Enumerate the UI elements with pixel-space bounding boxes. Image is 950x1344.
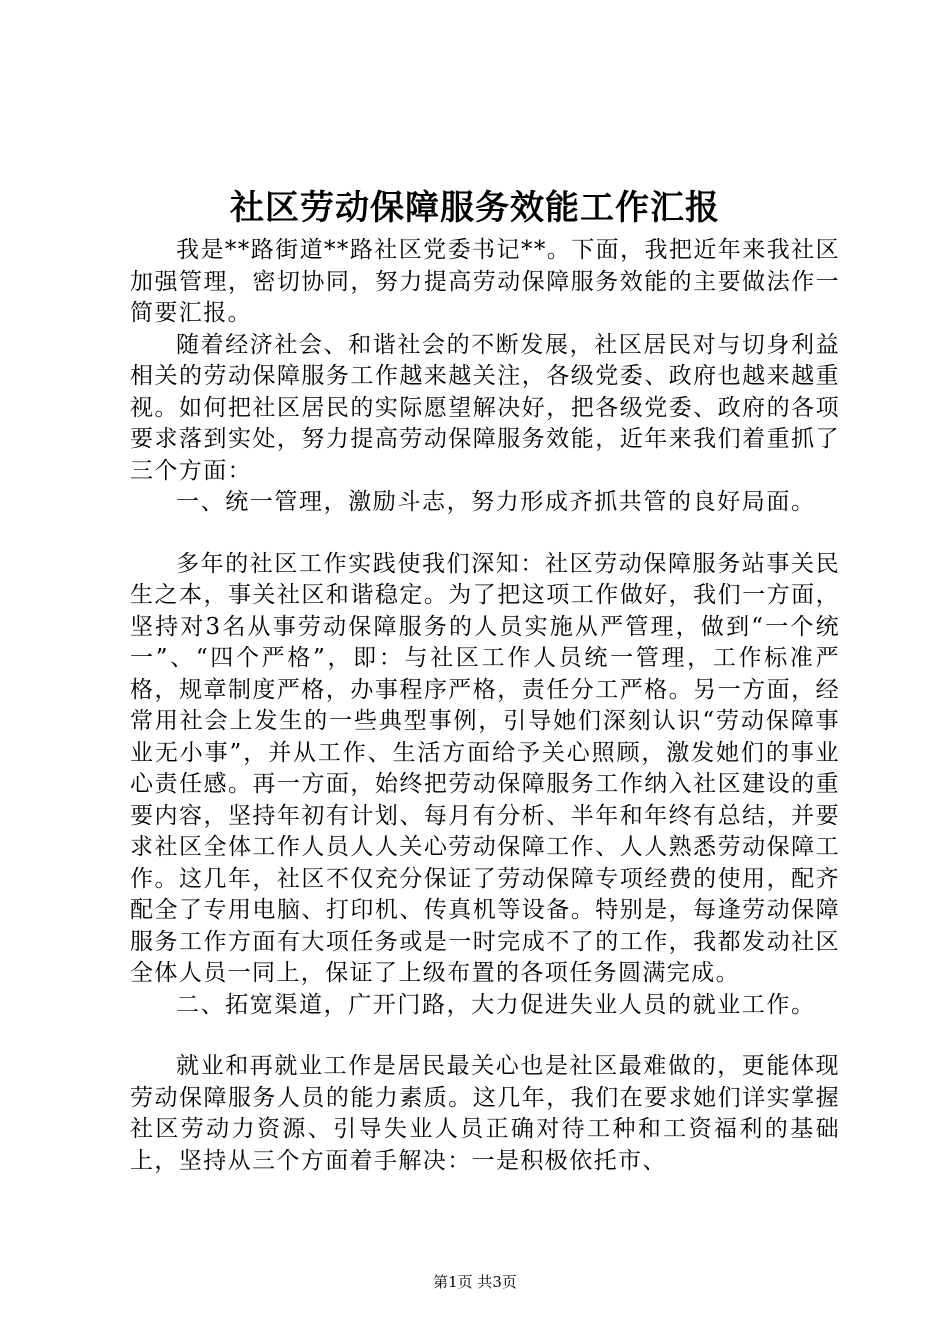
section-heading-1: 一、统一管理，激励斗志，努力形成齐抓共管的良好局面。 xyxy=(176,489,816,515)
document-body xyxy=(130,235,840,1177)
paragraph-section-1: 多年的社区工作实践使我们深知：社区劳动保障服务站事关民生之本，事关社区和谐稳定。为了把这项工作做好，我们一方面，坚持对3名从事劳动保障服务的人员实施从严管理，做到“一个统一”、“四个严格”，即：与社区工作人员统一管理，工作标准严格，规章制度严格，办事程序严格，责任分工严格。另一方面，经常用社会上发生的一些典型事例，引导她们深刻认识“劳动保障事业无小事”，并从工作、生活方面给予关心照顾，激发她们的事业心责任感。再一方面，始终把劳动保障服务工作纳入社区建设的重要内容，坚持年初有计划、每月有分析、半年和年终有总结，并要求社区全体工作人员人人关心劳动保障工作、人人熟悉劳动保障工作。这几年，社区不仅充分保证了劳动保障专项经费的使用，配齐配全了专用电脑、打印机、传真机等设备。特别是，每逢劳动保障服务工作方面有大项任务或是一时完成不了的工作，我都发动社区全体人员一同上，保证了上级布置的各项任务圆满完成。 xyxy=(130,550,840,986)
paragraph-intro: 我是**路街道**路社区党委书记**。下面，我把近年来我社区加强管理，密切协同，努力提高劳动保障服务效能的主要做法作一简要汇报。 xyxy=(130,237,840,326)
section-spacer xyxy=(130,519,840,549)
section-spacer xyxy=(130,1021,840,1051)
page-title: 社区劳动保障服务效能工作汇报 xyxy=(230,188,720,228)
page-number-footer: 第1页 共3页 xyxy=(433,1273,517,1291)
paragraph-background: 随着经济社会、和谐社会的不断发展，社区居民对与切身利益相关的劳动保障服务工作越来越关注，各级党委、政府也越来越重视。如何把社区居民的实际愿望解决好，把各级党委、政府的各项要求落到实处，努力提高劳动保障服务效能，近年来我们着重抓了三个方面： xyxy=(130,331,840,484)
paragraph-section-2: 就业和再就业工作是居民最关心也是社区最难做的，更能体现劳动保障服务人员的能力素质。这几年，我们在要求她们详实掌握社区劳动力资源、引导失业人员正确对待工种和工资福利的基础上，坚持从三个方面着手解决：一是积极依托市、 xyxy=(130,1053,840,1174)
section-heading-2: 二、拓宽渠道，广开门路，大力促进失业人员的就业工作。 xyxy=(176,991,816,1018)
